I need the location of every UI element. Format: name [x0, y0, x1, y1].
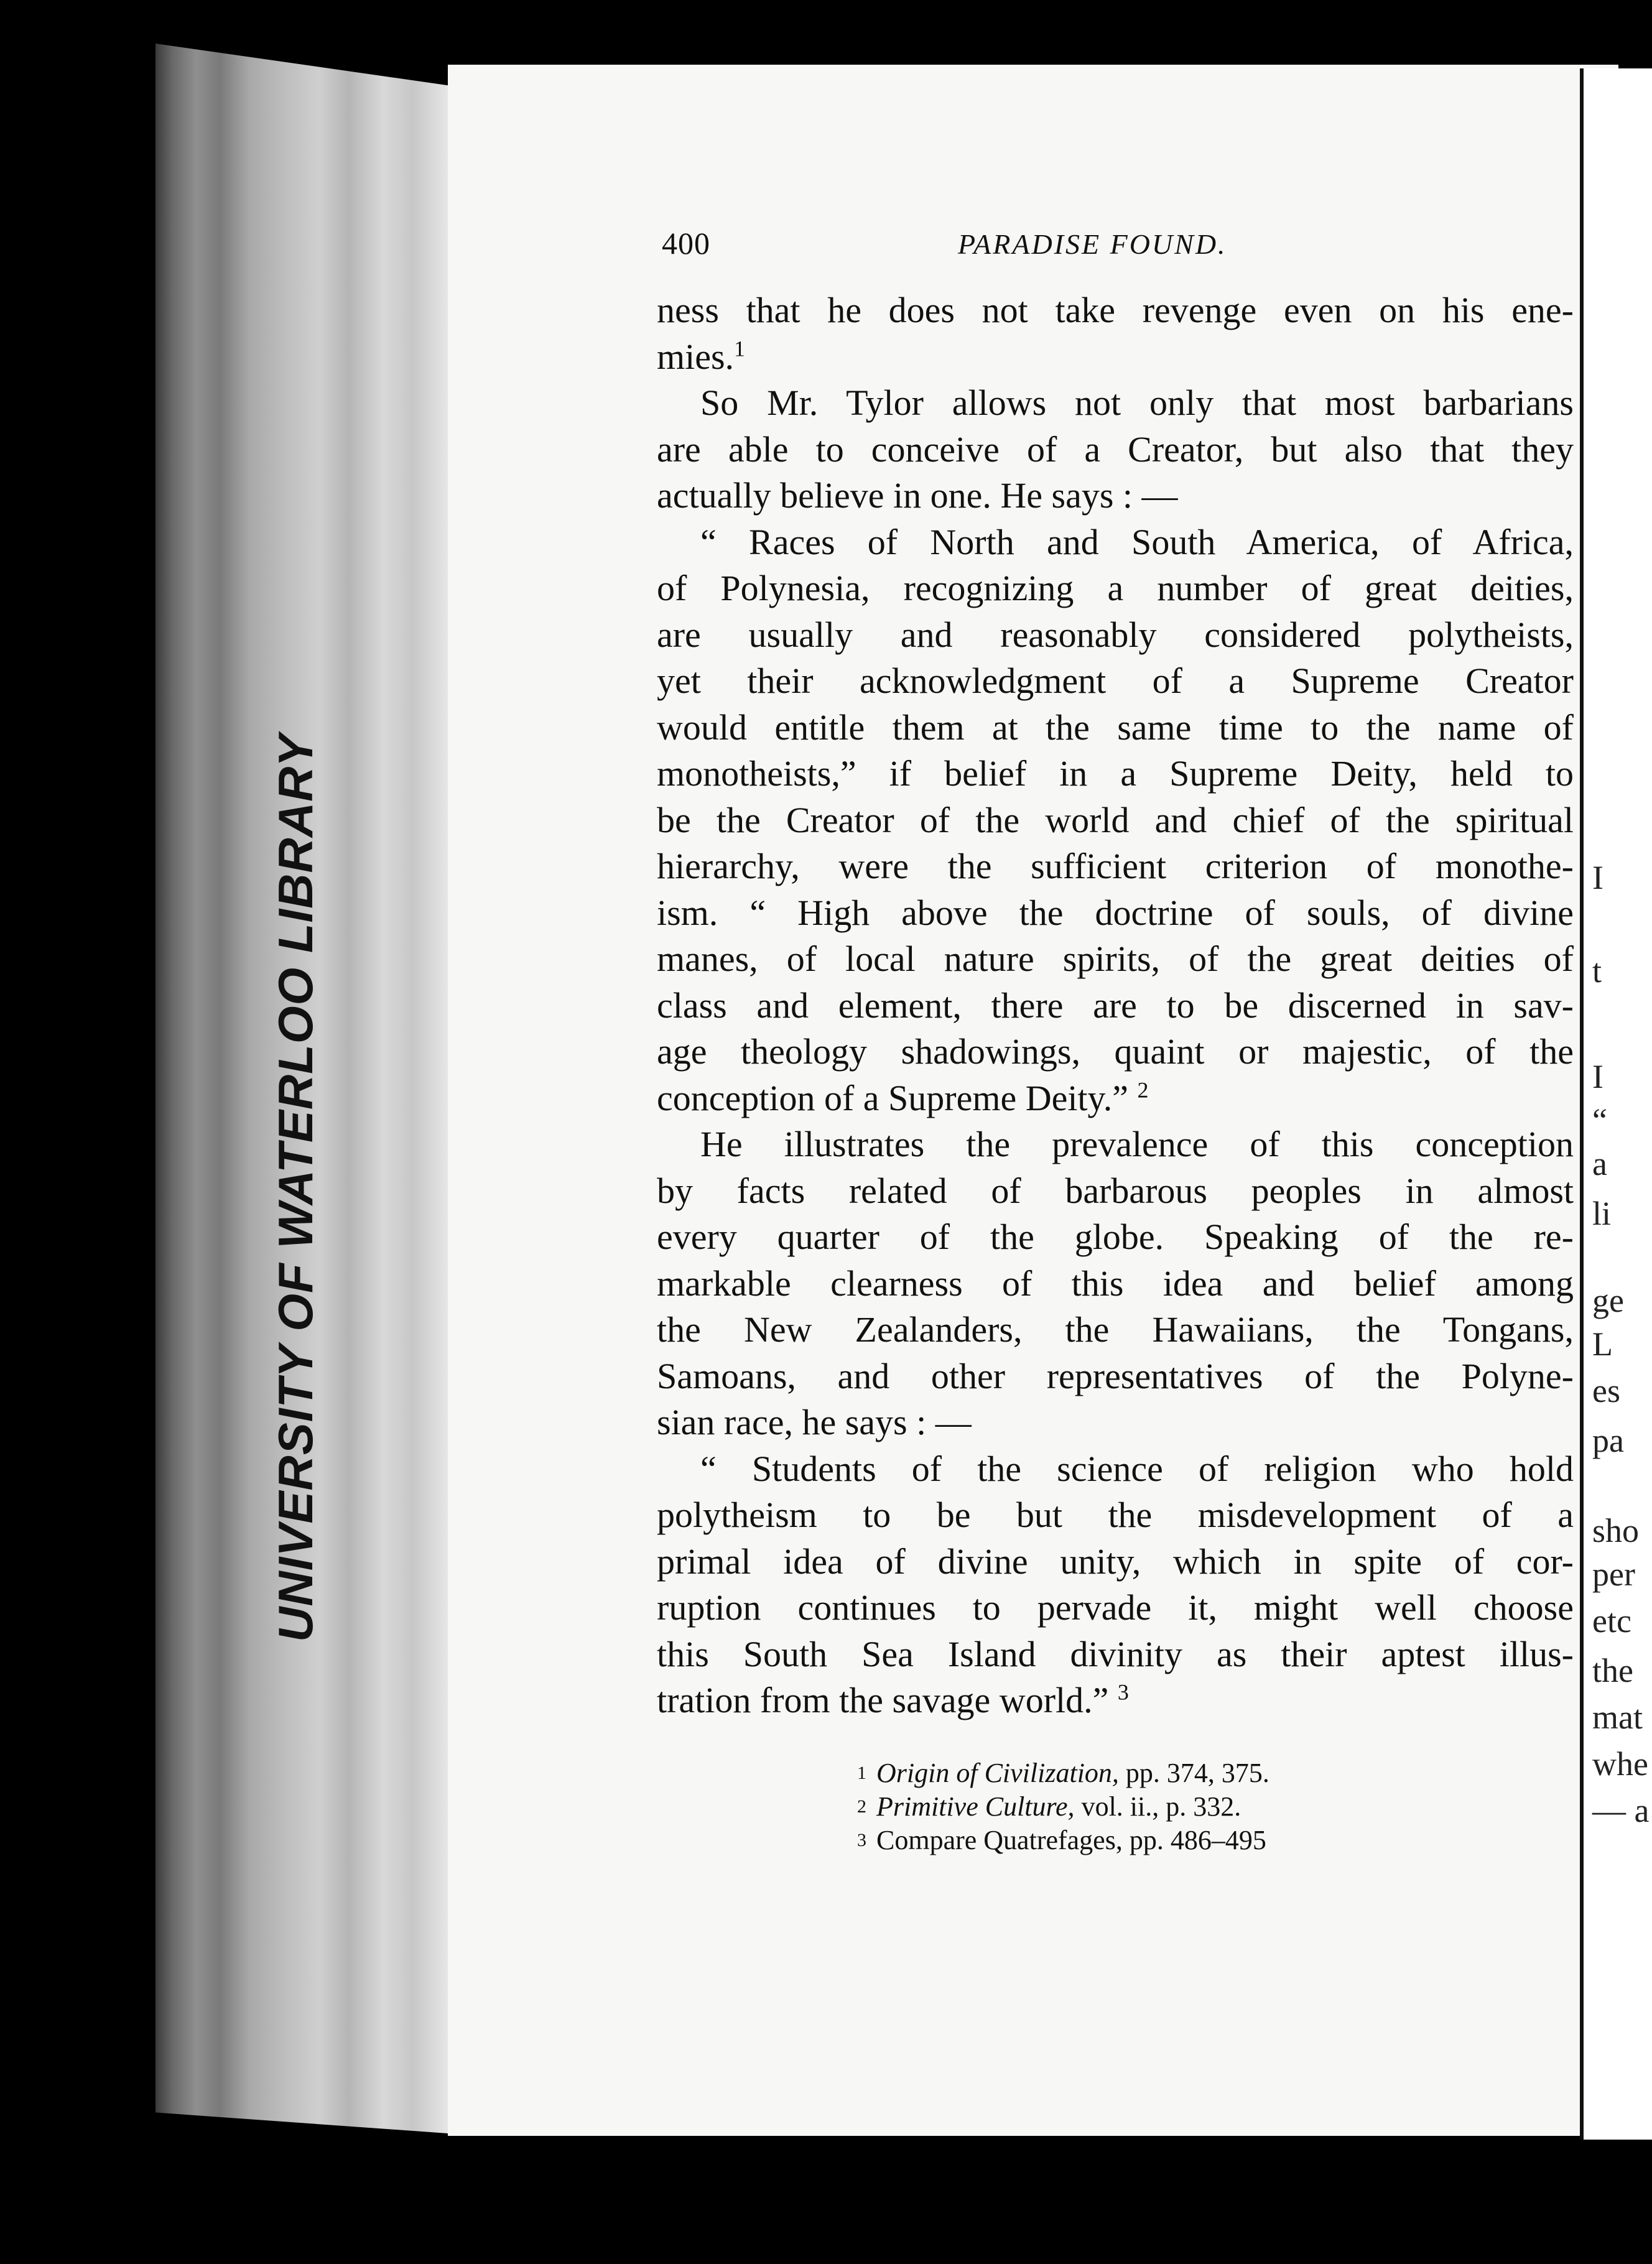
- footnote-ref: 3: [1117, 1679, 1129, 1705]
- running-head: PARADISE FOUND.: [958, 228, 1227, 260]
- text-line-content: sian race, he says : —: [657, 1402, 972, 1442]
- text-line-content: ruption continues to pervade it, might well choose: [657, 1587, 1574, 1628]
- text-line-content: every quarter of the globe. Speaking of the re-: [657, 1217, 1574, 1257]
- footnote: [857, 1824, 1269, 1857]
- footnotes: [857, 1756, 1269, 1857]
- text-line: [657, 658, 1574, 705]
- text-line: [657, 843, 1574, 890]
- text-line: [657, 287, 1574, 334]
- text-line: [657, 473, 1574, 519]
- facing-page-fragment: mat: [1592, 1699, 1643, 1736]
- facing-page-fragment: whe: [1592, 1745, 1648, 1783]
- text-line-content: ness that he does not take revenge even on his ene-: [657, 290, 1574, 330]
- text-line: [657, 751, 1574, 797]
- facing-page-fragment: ge: [1592, 1282, 1624, 1319]
- text-line: [657, 427, 1574, 473]
- text-line: [657, 1121, 1574, 1168]
- facing-page-fragment: I: [1592, 859, 1603, 896]
- text-line: [657, 1353, 1574, 1400]
- text-line-content: class and element, there are to be discerned in sav-: [657, 985, 1574, 1026]
- text-line-content: Samoans, and other representatives of the Polyne-: [657, 1355, 1574, 1396]
- text-line: [657, 1539, 1574, 1585]
- body-text: [657, 287, 1574, 1724]
- text-line: [657, 1214, 1574, 1261]
- footnote-mark: 2: [857, 1796, 866, 1817]
- facing-page-fragment: L: [1592, 1325, 1613, 1363]
- text-line-content: “ Students of the science of religion who hold: [700, 1448, 1574, 1489]
- text-line-content: of Polynesia, recognizing a number of great deities,: [657, 568, 1574, 608]
- footnote-text: Compare Quatrefages, pp. 486–495: [876, 1825, 1266, 1855]
- text-line-content: conception of a Supreme Deity.”: [657, 1077, 1138, 1118]
- text-line-content: yet their acknowledgment of a Supreme Creator: [657, 661, 1574, 701]
- facing-page-fragment: es: [1592, 1372, 1620, 1409]
- text-line-content: hierarchy, were the sufficient criterion of monothe-: [657, 846, 1574, 886]
- facing-page-fragment: pa: [1592, 1422, 1624, 1459]
- text-line-content: the New Zealanders, the Hawaiians, the Tongans,: [657, 1309, 1574, 1350]
- text-line: [657, 1631, 1574, 1678]
- text-line-content: tration from the savage world.”: [657, 1680, 1118, 1720]
- footnote-text: vol. ii., p. 332.: [1074, 1791, 1241, 1822]
- text-line: [657, 334, 1574, 381]
- text-line-content: “ Races of North and South America, of Africa,: [700, 521, 1574, 562]
- text-line: [657, 1168, 1574, 1215]
- text-line: [657, 1585, 1574, 1631]
- facing-page-fragment: etc: [1592, 1602, 1631, 1640]
- facing-page-fragment: “: [1592, 1102, 1607, 1139]
- text-line-content: monotheists,” if belief in a Supreme Deity, held to: [657, 753, 1574, 794]
- footnote-text: pp. 374, 375.: [1118, 1758, 1269, 1788]
- text-line: [657, 1261, 1574, 1307]
- footnote: [857, 1790, 1269, 1824]
- facing-page-fragment: I: [1592, 1058, 1603, 1095]
- text-line-content: primal idea of divine unity, which in spite of cor-: [657, 1541, 1574, 1582]
- text-line-content: by facts related of barbarous peoples in almost: [657, 1170, 1574, 1211]
- text-line: [657, 983, 1574, 1029]
- footnote-title: Primitive Culture,: [876, 1791, 1075, 1822]
- text-line-content: are usually and reasonably considered polytheists,: [657, 614, 1574, 655]
- text-line: [657, 1029, 1574, 1075]
- text-line: [657, 1075, 1574, 1122]
- text-line: [657, 1307, 1574, 1353]
- text-line-content: this South Sea Island divinity as their aptest illus-: [657, 1633, 1574, 1674]
- facing-page-fragment: — a: [1592, 1792, 1650, 1829]
- text-line: [657, 1446, 1574, 1493]
- text-line: [657, 705, 1574, 751]
- footnote: [857, 1756, 1269, 1790]
- text-line: [657, 890, 1574, 937]
- text-line-content: He illustrates the prevalence of this conception: [700, 1124, 1574, 1164]
- text-line: [657, 565, 1574, 612]
- text-line: [657, 797, 1574, 844]
- footnote-mark: 1: [857, 1763, 866, 1783]
- text-line-content: ism. “ High above the doctrine of souls, of divine: [657, 892, 1574, 933]
- facing-page: [1580, 68, 1652, 2140]
- text-line-content: age theology shadowings, quaint or majestic, of the: [657, 1031, 1574, 1072]
- text-line: [657, 1492, 1574, 1539]
- text-line: [657, 1399, 1574, 1446]
- footnote-title: Origin of Civilization,: [876, 1758, 1119, 1788]
- text-line: [657, 380, 1574, 427]
- text-line: [657, 519, 1574, 566]
- page-number: 400: [662, 226, 710, 261]
- text-line-content: polytheism to be but the misdevelopment of a: [657, 1495, 1574, 1535]
- text-line-content: are able to conceive of a Creator, but also that they: [657, 429, 1574, 470]
- footnote-mark: 3: [857, 1830, 866, 1850]
- text-line-content: be the Creator of the world and chief of the spiritual: [657, 799, 1574, 840]
- text-line-content: manes, of local nature spirits, of the great deities of: [657, 939, 1574, 979]
- text-line-content: mies.: [657, 336, 735, 377]
- text-line: [657, 612, 1574, 659]
- facing-page-fragment: sho: [1592, 1512, 1640, 1549]
- text-line-content: actually believe in one. He says : —: [657, 475, 1178, 516]
- facing-page-fragment: per: [1592, 1556, 1635, 1593]
- text-line: [657, 936, 1574, 983]
- facing-page-fragment: a: [1592, 1145, 1607, 1182]
- text-line-content: would entitle them at the same time to the name of: [657, 707, 1574, 748]
- facing-page-fragment: the: [1592, 1652, 1633, 1689]
- footnote-ref: 1: [734, 336, 746, 361]
- text-line-content: So Mr. Tylor allows not only that most barbarians: [700, 383, 1574, 423]
- text-line-content: markable clearness of this idea and belief among: [657, 1263, 1574, 1304]
- facing-page-fragment: t: [1592, 952, 1602, 990]
- page-header: [662, 225, 1290, 269]
- text-line: [657, 1677, 1574, 1724]
- footnote-ref: 2: [1137, 1077, 1149, 1103]
- facing-page-fragment: li: [1592, 1195, 1612, 1232]
- library-stamp: UNIVERSITY OF WATERLOO LIBRARY: [268, 733, 323, 1642]
